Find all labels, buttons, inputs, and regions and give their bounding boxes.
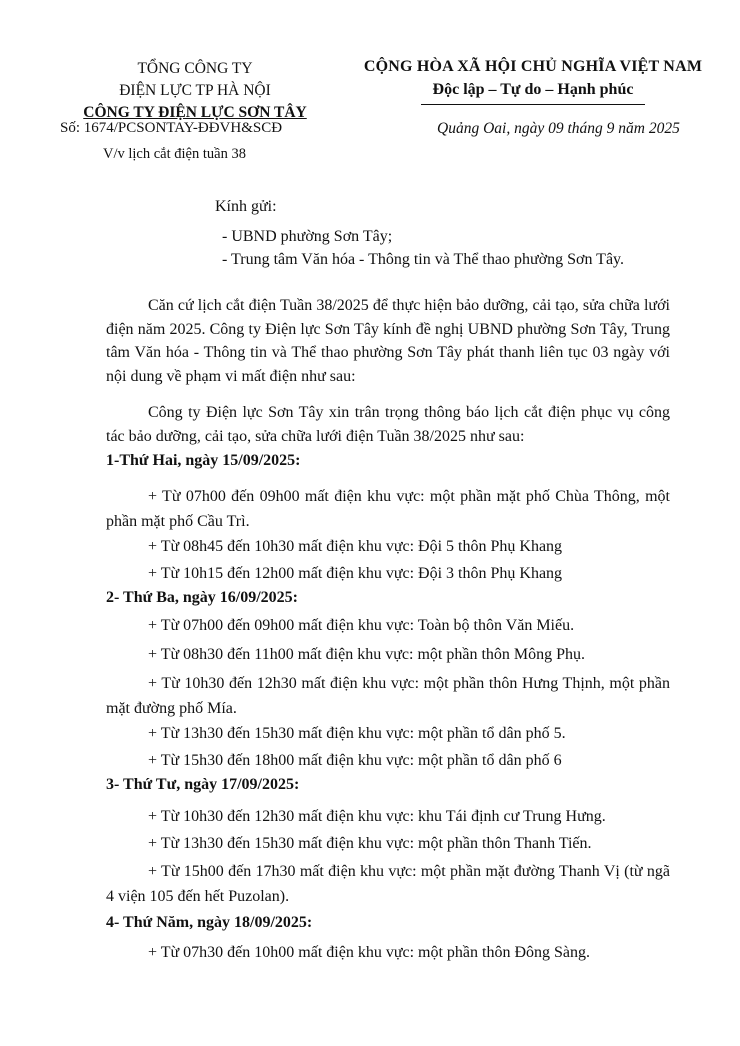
day-heading: 4- Thứ Năm, ngày 18/09/2025:: [106, 914, 313, 931]
outage-item: + Từ 15h30 đến 18h00 mất điện khu vực: một phần tổ dân phố 6: [148, 752, 562, 769]
motto-underline: [421, 104, 645, 105]
outage-item: + Từ 07h00 đến 09h00 mất điện khu vực: Toàn bộ thôn Văn Miếu.: [148, 617, 575, 634]
outage-item: + Từ 10h30 đến 12h30 mất điện khu vực: một phần thôn Hưng Thịnh, một phần mặt đường phố Mía.: [106, 675, 670, 717]
paragraph-2: Công ty Điện lực Sơn Tây xin trân trọng thông báo lịch cắt điện phục vụ công tác bảo dưỡng, cải tạo, sửa chữa lưới điện Tuần 38/2025 như sau:: [106, 404, 670, 445]
outage-item: + Từ 15h00 đến 17h30 mất điện khu vực: một phần mặt đường Thanh Vị (từ ngã 4 viện 105 đến hết Puzolan).: [106, 863, 670, 905]
outage-item: + Từ 13h30 đến 15h30 mất điện khu vực: một phần thôn Thanh Tiến.: [148, 835, 592, 852]
issuer-line-2: ĐIỆN LỰC TP HÀ NỘI: [119, 82, 271, 99]
outage-item: + Từ 10h15 đến 12h00 mất điện khu vực: Đội 3 thôn Phụ Khang: [148, 565, 563, 582]
outage-item: + Từ 08h30 đến 11h00 mất điện khu vực: một phần thôn Mông Phụ.: [148, 646, 586, 663]
issuer-header: [60, 58, 330, 124]
day-heading: 3- Thứ Tư, ngày 17/09/2025:: [106, 776, 300, 793]
outage-item: + Từ 08h45 đến 10h30 mất điện khu vực: Đội 5 thôn Phụ Khang: [148, 538, 563, 555]
issuer-line-1: TỔNG CÔNG TY: [137, 60, 253, 77]
outage-item: + Từ 07h00 đến 09h00 mất điện khu vực: một phần mặt phố Chùa Thông, một phần mặt phố Cầu Trì.: [106, 488, 670, 530]
day-heading: 2- Thứ Ba, ngày 16/09/2025:: [106, 589, 298, 606]
recipient-1: - UBND phường Sơn Tây;: [222, 228, 393, 245]
national-motto: Độc lập – Tự do – Hạnh phúc: [432, 81, 634, 98]
outage-item: + Từ 13h30 đến 15h30 mất điện khu vực: một phần tổ dân phố 5.: [148, 725, 566, 742]
outage-item: + Từ 10h30 đến 12h30 mất điện khu vực: khu Tái định cư Trung Hưng.: [148, 808, 606, 825]
document-subject: V/v lịch cắt điện tuần 38: [103, 146, 246, 162]
national-title: CỘNG HÒA XÃ HỘI CHỦ NGHĨA VIỆT NAM: [363, 58, 703, 75]
issuer-line-3: CÔNG TY ĐIỆN LỰC SƠN TÂY: [83, 104, 307, 121]
document-date: Quảng Oai, ngày 09 tháng 9 năm 2025: [437, 120, 680, 137]
national-header: [348, 56, 718, 105]
greeting: Kính gửi:: [215, 198, 277, 215]
document-number: Số: 1674/PCSONTAY-ĐĐVH&SCĐ: [60, 120, 283, 136]
day-heading: 1-Thứ Hai, ngày 15/09/2025:: [106, 452, 301, 469]
outage-item: + Từ 07h30 đến 10h00 mất điện khu vực: một phần thôn Đông Sàng.: [148, 944, 591, 961]
paragraph-1: Căn cứ lịch cắt điện Tuần 38/2025 để thực hiện bảo dưỡng, cải tạo, sửa chữa lưới điện năm 2025. Công ty Điện lực Sơn Tây kính đề nghị UBND phường Sơn Tây, Trung tâm Văn hóa - Thông tin và Thể thao phường Sơn Tây phát thanh liên tục 03 ngày với nội dung về phạm vi mất điện như sau:: [106, 297, 670, 385]
recipient-2: - Trung tâm Văn hóa - Thông tin và Thể thao phường Sơn Tây.: [222, 251, 625, 268]
